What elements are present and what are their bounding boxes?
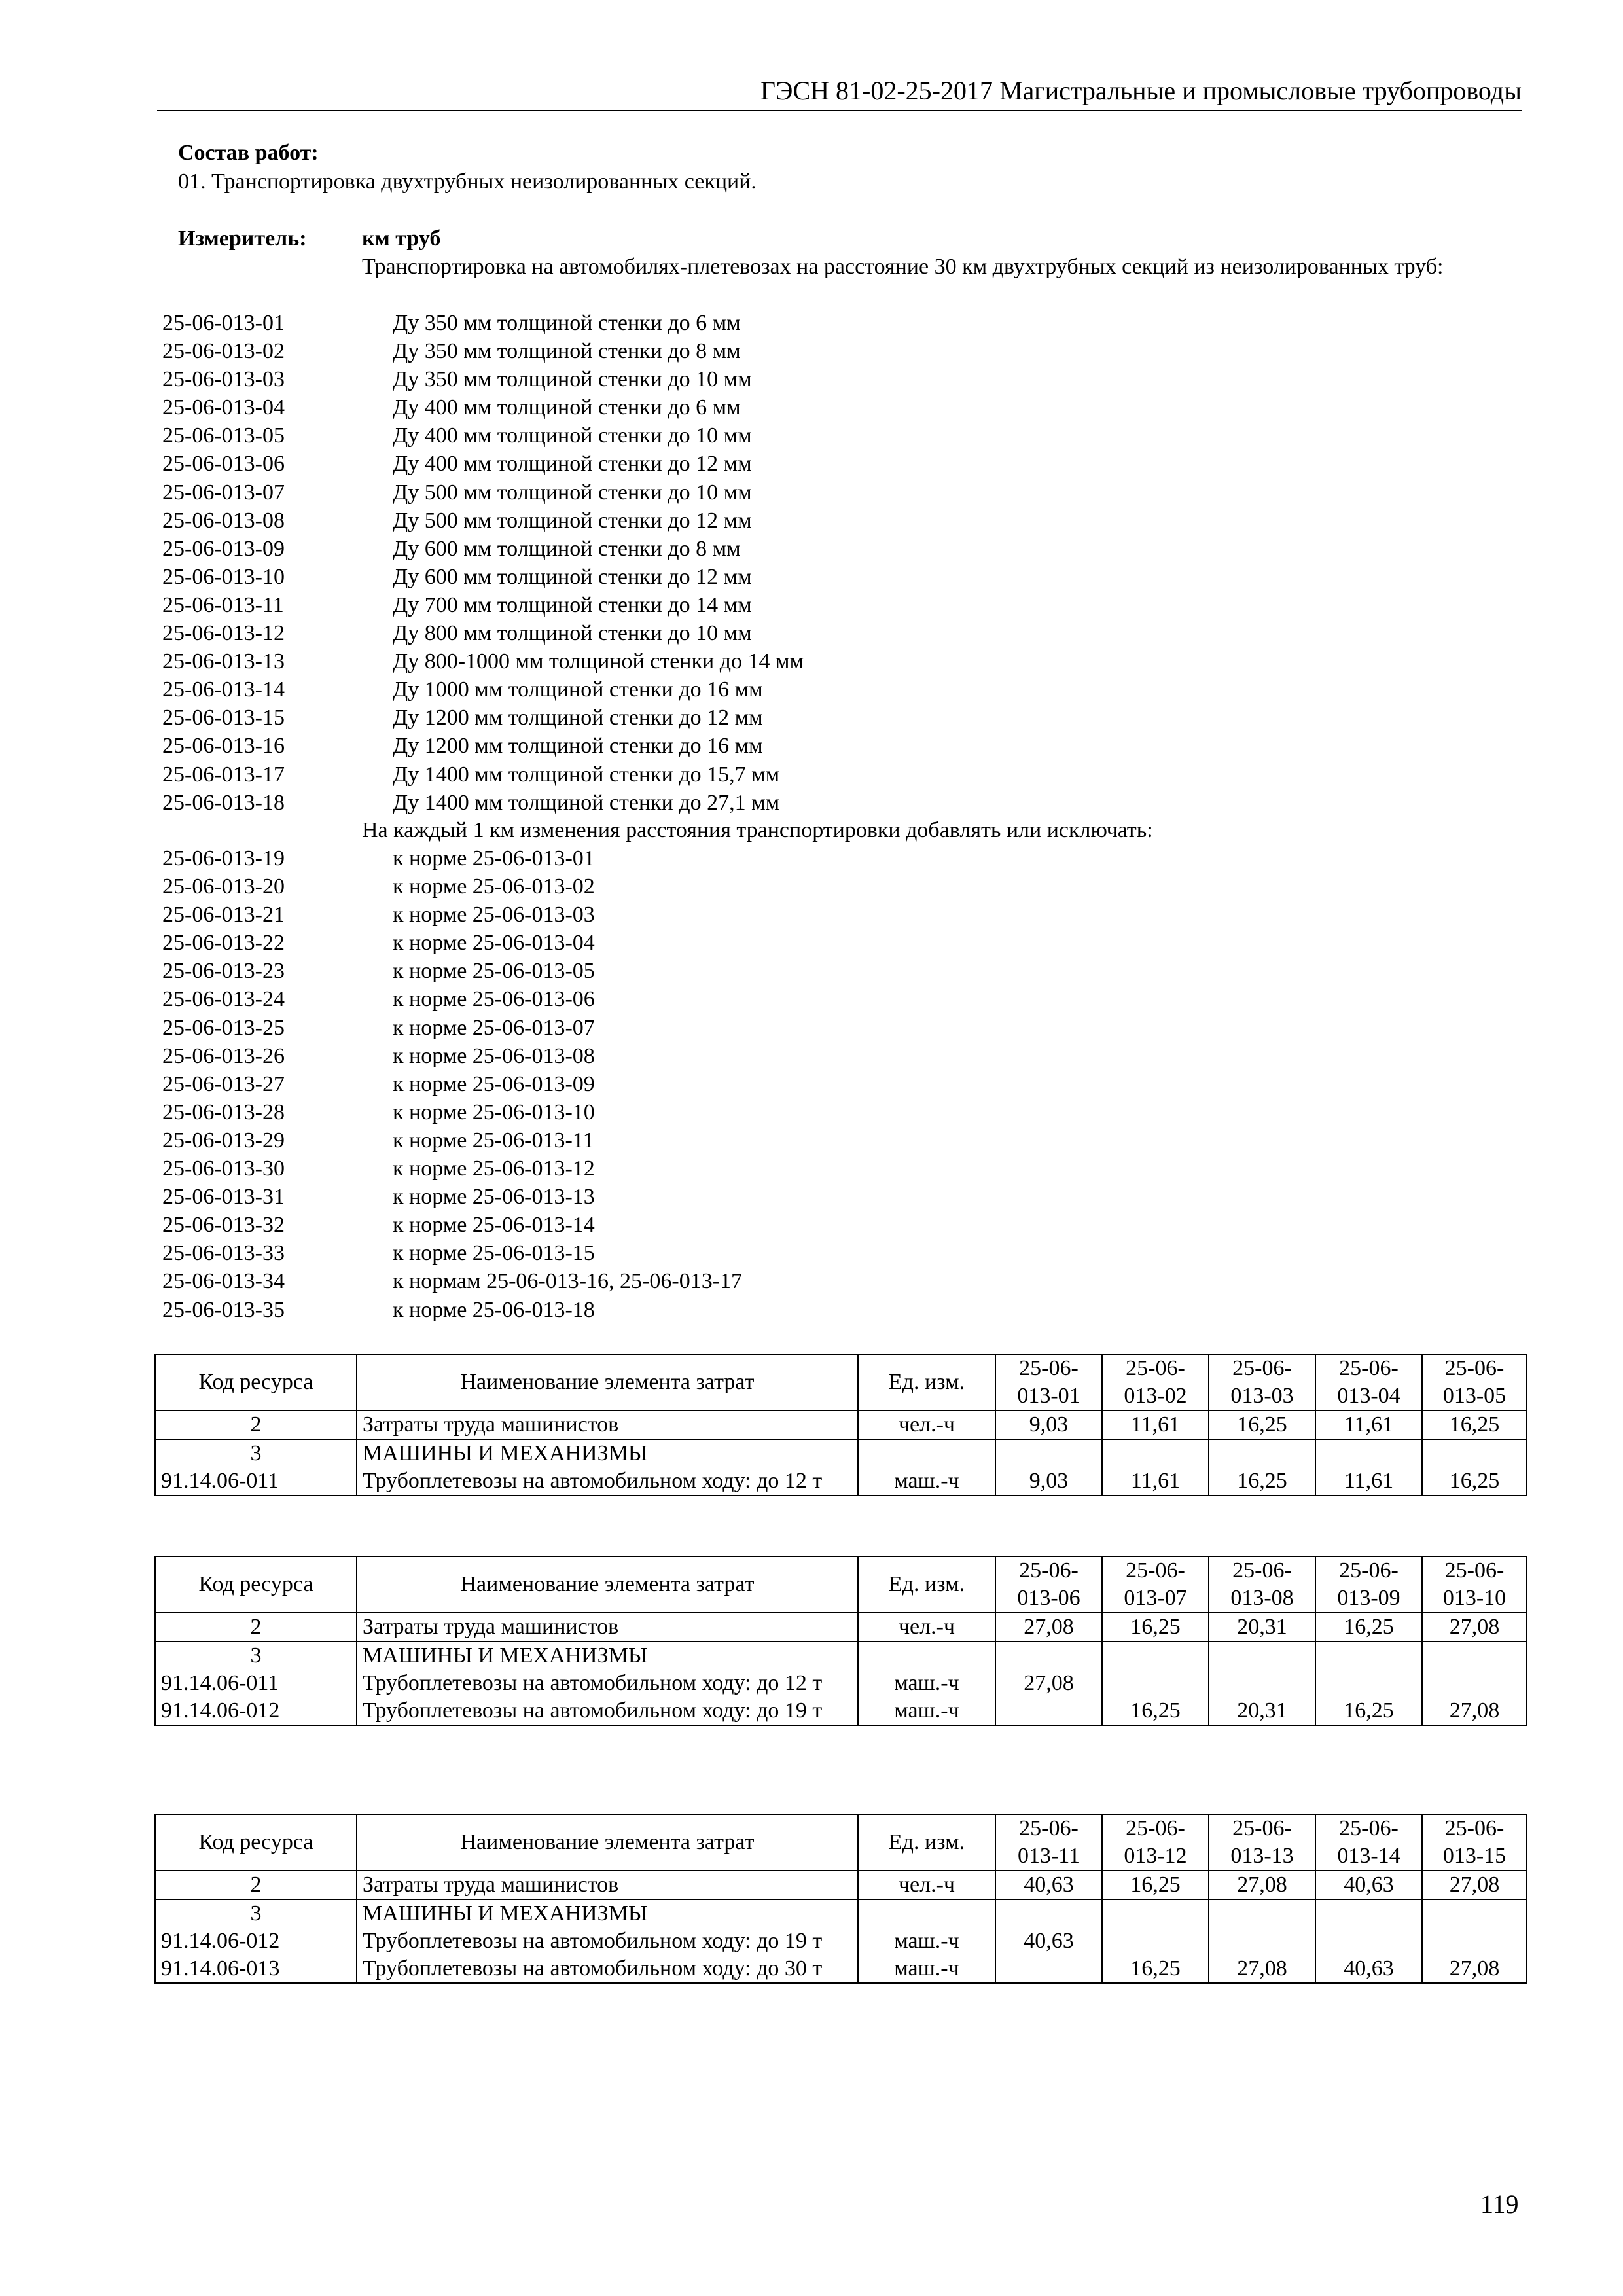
resource-name: Трубоплетевозы на автомобильном ходу: до 19 т — [357, 1697, 858, 1725]
norm-code: 25-06-013-18 — [162, 790, 285, 815]
norm-code: 25-06-013-34 — [162, 1269, 285, 1294]
header-norm-code-part: 25-06- — [1444, 1558, 1505, 1583]
resource-name: Затраты труда машинистов — [357, 1410, 858, 1439]
resource-value: 40,63 — [1315, 1871, 1422, 1899]
norm-description: к норме 25-06-013-12 — [393, 1157, 595, 1181]
norm-row — [162, 844, 742, 872]
norm-code: 25-06-013-29 — [162, 1128, 285, 1153]
resource-value: 27,08 — [1209, 1955, 1315, 1983]
header-code: Код ресурса — [155, 1556, 357, 1613]
header-name: Наименование элемента затрат — [357, 1354, 858, 1410]
norm-code: 25-06-013-24 — [162, 987, 285, 1012]
norm-code: 25-06-013-26 — [162, 1043, 285, 1068]
resource-value — [1209, 1928, 1315, 1955]
header-norm-code-part: 013-03 — [1230, 1384, 1294, 1408]
resource-value: 40,63 — [995, 1871, 1102, 1899]
norm-description: Ду 800 мм толщиной стенки до 10 мм — [393, 621, 752, 646]
header-code: Код ресурса — [155, 1814, 357, 1871]
norm-row — [162, 1098, 742, 1126]
machine-row — [155, 1670, 1527, 1697]
resource-unit: чел.-ч — [858, 1871, 995, 1899]
norm-description: Ду 400 мм толщиной стенки до 6 мм — [393, 395, 741, 420]
empty-cell — [995, 1641, 1102, 1670]
header-norm-code-part: 25-06- — [1232, 1356, 1292, 1380]
resource-value — [995, 1697, 1102, 1725]
header-norm-code-part: 013-04 — [1337, 1384, 1400, 1408]
norm-description: к норме 25-06-013-05 — [393, 959, 595, 984]
machine-row — [155, 1928, 1527, 1955]
norm-description: к норме 25-06-013-07 — [393, 1015, 595, 1040]
norm-row — [162, 365, 804, 393]
section-row — [155, 1641, 1527, 1670]
meter-unit: км труб — [362, 226, 441, 251]
resource-code: 91.14.06-012 — [155, 1697, 357, 1725]
norm-row — [162, 478, 804, 507]
header-norm-code — [1102, 1354, 1209, 1410]
empty-cell — [1422, 1899, 1527, 1928]
empty-cell — [858, 1899, 995, 1928]
norm-code: 25-06-013-27 — [162, 1071, 285, 1096]
header-norm-code-part: 013-09 — [1337, 1586, 1400, 1610]
header-norm-code — [1102, 1556, 1209, 1613]
norm-row — [162, 675, 804, 704]
resource-name: Трубоплетевозы на автомобильном ходу: до 30 т — [357, 1955, 858, 1983]
table-header-row — [155, 1814, 1527, 1871]
header-norm-code-part: 013-12 — [1124, 1844, 1187, 1868]
norm-row — [162, 1267, 742, 1295]
labor-row — [155, 1410, 1527, 1439]
norm-description: Ду 1200 мм толщиной стенки до 12 мм — [393, 706, 763, 730]
norm-row — [162, 1155, 742, 1183]
header-norm-code — [1422, 1354, 1527, 1410]
empty-cell — [1209, 1439, 1315, 1467]
resource-value: 16,25 — [1209, 1410, 1315, 1439]
resource-value — [1315, 1928, 1422, 1955]
norm-code: 25-06-013-09 — [162, 536, 285, 561]
norm-row — [162, 535, 804, 563]
resource-code: 91.14.06-012 — [155, 1928, 357, 1955]
norm-description: к норме 25-06-013-11 — [393, 1128, 594, 1153]
header-code: Код ресурса — [155, 1354, 357, 1410]
section-code: 3 — [155, 1439, 357, 1467]
resource-value: 27,08 — [995, 1670, 1102, 1697]
norm-description: Ду 600 мм толщиной стенки до 8 мм — [393, 536, 741, 561]
header-unit: Ед. изм. — [858, 1556, 995, 1613]
labor-row — [155, 1613, 1527, 1641]
norm-description: к нормам 25-06-013-16, 25-06-013-17 — [393, 1269, 743, 1294]
norm-description: Ду 400 мм толщиной стенки до 10 мм — [393, 423, 752, 448]
norm-row — [162, 789, 804, 817]
norm-code: 25-06-013-06 — [162, 452, 285, 476]
norm-code: 25-06-013-16 — [162, 734, 285, 759]
resource-unit: маш.-ч — [858, 1928, 995, 1955]
header-norm-code — [995, 1814, 1102, 1871]
header-norm-code-part: 013-11 — [1017, 1844, 1080, 1868]
resource-table — [154, 1354, 1527, 1496]
empty-cell — [1209, 1641, 1315, 1670]
norm-code: 25-06-013-35 — [162, 1297, 285, 1322]
norm-code: 25-06-013-13 — [162, 649, 285, 674]
resource-name: Затраты труда машинистов — [357, 1613, 858, 1641]
resource-unit: маш.-ч — [858, 1697, 995, 1725]
section-code: 3 — [155, 1641, 357, 1670]
resource-unit: чел.-ч — [858, 1613, 995, 1641]
page-number: 119 — [1480, 2189, 1519, 2219]
norm-list-extra — [162, 844, 742, 1324]
header-norm-code-part: 013-01 — [1017, 1384, 1080, 1408]
resource-unit: чел.-ч — [858, 1410, 995, 1439]
header-norm-code-part: 013-10 — [1442, 1586, 1507, 1610]
header-norm-code-part: 25-06- — [1019, 1356, 1079, 1380]
norm-description: Ду 1000 мм толщиной стенки до 16 мм — [393, 677, 763, 702]
norm-code: 25-06-013-32 — [162, 1213, 285, 1238]
header-norm-code — [1315, 1814, 1422, 1871]
norm-row — [162, 507, 804, 535]
norm-code: 25-06-013-31 — [162, 1185, 285, 1210]
resource-value: 20,31 — [1209, 1697, 1315, 1725]
norm-row — [162, 761, 804, 789]
resource-value: 16,25 — [1315, 1613, 1422, 1641]
resource-table — [154, 1556, 1527, 1726]
header-norm-code — [1315, 1556, 1422, 1613]
norm-row — [162, 1296, 742, 1324]
norm-code: 25-06-013-19 — [162, 846, 285, 870]
norm-description: Ду 600 мм толщиной стенки до 12 мм — [393, 564, 752, 589]
header-norm-code-part: 25-06- — [1339, 1356, 1399, 1380]
header-norm-code-part: 25-06- — [1126, 1558, 1185, 1583]
norm-code: 25-06-013-23 — [162, 959, 285, 984]
section-row — [155, 1439, 1527, 1467]
header-unit: Ед. изм. — [858, 1354, 995, 1410]
empty-cell — [1102, 1641, 1209, 1670]
resource-value — [1102, 1670, 1209, 1697]
resource-code: 2 — [155, 1613, 357, 1641]
header-norm-code — [1315, 1354, 1422, 1410]
header-norm-code-part: 25-06- — [1019, 1816, 1079, 1840]
resource-value — [1102, 1928, 1209, 1955]
norm-row — [162, 563, 804, 591]
header-norm-code-part: 013-15 — [1442, 1844, 1507, 1868]
norm-row — [162, 985, 742, 1013]
norm-description: Ду 500 мм толщиной стенки до 10 мм — [393, 480, 752, 505]
empty-cell — [1422, 1641, 1527, 1670]
resource-code: 91.14.06-013 — [155, 1955, 357, 1983]
resource-value — [1422, 1928, 1527, 1955]
norm-code: 25-06-013-22 — [162, 931, 285, 956]
header-norm-code-part: 25-06- — [1019, 1558, 1079, 1583]
norm-row — [162, 1014, 742, 1042]
header-norm-code-part: 25-06- — [1339, 1816, 1399, 1840]
header-unit: Ед. изм. — [858, 1814, 995, 1871]
resource-code: 2 — [155, 1871, 357, 1899]
resource-table — [154, 1814, 1527, 1984]
norm-row — [162, 1183, 742, 1211]
empty-cell — [1315, 1641, 1422, 1670]
resource-value: 16,25 — [1102, 1613, 1209, 1641]
norm-description: к норме 25-06-013-06 — [393, 987, 595, 1012]
resource-value: 16,25 — [1209, 1467, 1315, 1496]
empty-cell — [995, 1899, 1102, 1928]
norm-description: к норме 25-06-013-02 — [393, 874, 595, 899]
norm-code: 25-06-013-04 — [162, 395, 285, 420]
empty-cell — [1209, 1899, 1315, 1928]
header-norm-code-part: 013-08 — [1230, 1586, 1294, 1610]
resource-unit: маш.-ч — [858, 1955, 995, 1983]
norm-list-main — [162, 309, 804, 817]
norm-description: к норме 25-06-013-09 — [393, 1071, 595, 1096]
header-norm-code-part: 013-14 — [1337, 1844, 1400, 1868]
norm-description: к норме 25-06-013-18 — [393, 1297, 595, 1322]
norm-code: 25-06-013-02 — [162, 339, 285, 364]
distance-note: На каждый 1 км изменения расстояния транспортировки добавлять или исключать: — [362, 818, 1153, 842]
resource-value: 16,25 — [1422, 1467, 1527, 1496]
resource-value — [1315, 1670, 1422, 1697]
resource-value — [995, 1955, 1102, 1983]
norm-row — [162, 393, 804, 422]
norm-row — [162, 450, 804, 478]
norm-code: 25-06-013-20 — [162, 874, 285, 899]
header-norm-code-part: 25-06- — [1444, 1356, 1505, 1380]
norm-description: Ду 1200 мм толщиной стенки до 16 мм — [393, 734, 763, 759]
norm-row — [162, 704, 804, 732]
norm-code: 25-06-013-10 — [162, 564, 285, 589]
empty-cell — [1315, 1439, 1422, 1467]
empty-cell — [1102, 1899, 1209, 1928]
empty-cell — [1102, 1439, 1209, 1467]
norm-code: 25-06-013-30 — [162, 1157, 285, 1181]
machine-row — [155, 1955, 1527, 1983]
norm-description: Ду 350 мм толщиной стенки до 10 мм — [393, 367, 752, 392]
header-norm-code-part: 013-07 — [1124, 1586, 1187, 1610]
norm-description: Ду 1400 мм толщиной стенки до 27,1 мм — [393, 790, 780, 815]
table-header-row — [155, 1556, 1527, 1613]
header-norm-code-part: 25-06- — [1339, 1558, 1399, 1583]
resource-value: 27,08 — [1209, 1871, 1315, 1899]
running-header: ГЭСН 81-02-25-2017 Магистральные и промысловые трубопроводы — [157, 73, 1522, 111]
norm-description: к норме 25-06-013-08 — [393, 1043, 595, 1068]
norm-description: к норме 25-06-013-10 — [393, 1100, 595, 1124]
empty-cell — [1422, 1439, 1527, 1467]
norm-code: 25-06-013-08 — [162, 508, 285, 533]
norm-row — [162, 1042, 742, 1070]
norm-row — [162, 1070, 742, 1098]
norm-code: 25-06-013-25 — [162, 1015, 285, 1040]
resource-value: 9,03 — [995, 1467, 1102, 1496]
section-title: МАШИНЫ И МЕХАНИЗМЫ — [357, 1641, 858, 1670]
resource-value: 27,08 — [995, 1613, 1102, 1641]
resource-value: 27,08 — [1422, 1697, 1527, 1725]
section-title: МАШИНЫ И МЕХАНИЗМЫ — [357, 1899, 858, 1928]
resource-unit: маш.-ч — [858, 1467, 995, 1496]
norm-row — [162, 647, 804, 675]
header-norm-code-part: 25-06- — [1232, 1558, 1292, 1583]
work-item: 01. Транспортировка двухтрубных неизолированных секций. — [178, 170, 757, 194]
norm-code: 25-06-013-14 — [162, 677, 285, 702]
header-norm-code-part: 013-06 — [1017, 1586, 1080, 1610]
resource-value: 40,63 — [1315, 1955, 1422, 1983]
norm-row — [162, 1126, 742, 1155]
resource-value: 11,61 — [1102, 1410, 1209, 1439]
resource-value: 27,08 — [1422, 1955, 1527, 1983]
header-norm-code — [995, 1556, 1102, 1613]
norm-description: к норме 25-06-013-04 — [393, 931, 595, 956]
header-norm-code-part: 25-06- — [1126, 1356, 1185, 1380]
resource-value — [1209, 1670, 1315, 1697]
resource-value: 9,03 — [995, 1410, 1102, 1439]
section-title: МАШИНЫ И МЕХАНИЗМЫ — [357, 1439, 858, 1467]
header-norm-code — [1102, 1814, 1209, 1871]
table-header-row — [155, 1354, 1527, 1410]
norm-row — [162, 337, 804, 365]
norm-description: к норме 25-06-013-03 — [393, 903, 595, 927]
norm-row — [162, 591, 804, 619]
resource-value: 40,63 — [995, 1928, 1102, 1955]
norm-code: 25-06-013-01 — [162, 311, 285, 335]
norm-description: Ду 800-1000 мм толщиной стенки до 14 мм — [393, 649, 804, 674]
norm-row — [162, 309, 804, 337]
header-norm-code-part: 013-02 — [1124, 1384, 1187, 1408]
norm-code: 25-06-013-33 — [162, 1241, 285, 1266]
norm-description: Ду 700 мм толщиной стенки до 14 мм — [393, 592, 752, 617]
resource-name: Затраты труда машинистов — [357, 1871, 858, 1899]
meter-label: Измеритель: — [178, 226, 307, 251]
machine-row — [155, 1467, 1527, 1496]
resource-value: 16,25 — [1102, 1871, 1209, 1899]
empty-cell — [858, 1641, 995, 1670]
norm-code: 25-06-013-21 — [162, 903, 285, 927]
norm-row — [162, 619, 804, 647]
section-code: 3 — [155, 1899, 357, 1928]
header-norm-code-part: 25-06- — [1232, 1816, 1292, 1840]
header-norm-code-part: 013-13 — [1230, 1844, 1294, 1868]
header-norm-code — [1422, 1814, 1527, 1871]
header-norm-code — [1209, 1814, 1315, 1871]
work-composition-label: Состав работ: — [178, 141, 319, 165]
machine-row — [155, 1697, 1527, 1725]
resource-value: 16,25 — [1422, 1410, 1527, 1439]
meter-description: Транспортировка на автомобилях-плетевозах на расстояние 30 км двухтрубных секций из неизолированных труб: — [362, 255, 1444, 279]
norm-description: Ду 1400 мм толщиной стенки до 15,7 мм — [393, 762, 780, 787]
norm-description: Ду 350 мм толщиной стенки до 6 мм — [393, 311, 741, 335]
norm-row — [162, 929, 742, 957]
norm-row — [162, 732, 804, 760]
labor-row — [155, 1871, 1527, 1899]
norm-code: 25-06-013-03 — [162, 367, 285, 392]
empty-cell — [995, 1439, 1102, 1467]
header-norm-code — [995, 1354, 1102, 1410]
resource-name: Трубоплетевозы на автомобильном ходу: до 12 т — [357, 1467, 858, 1496]
norm-description: к норме 25-06-013-14 — [393, 1213, 595, 1238]
resource-unit: маш.-ч — [858, 1670, 995, 1697]
norm-row — [162, 872, 742, 901]
resource-value — [1422, 1670, 1527, 1697]
norm-code: 25-06-013-28 — [162, 1100, 285, 1124]
norm-row — [162, 422, 804, 450]
header-name: Наименование элемента затрат — [357, 1814, 858, 1871]
norm-code: 25-06-013-11 — [162, 592, 284, 617]
header-norm-code-part: 013-05 — [1442, 1384, 1507, 1408]
norm-description: к норме 25-06-013-13 — [393, 1185, 595, 1210]
norm-code: 25-06-013-17 — [162, 762, 285, 787]
section-row — [155, 1899, 1527, 1928]
norm-code: 25-06-013-05 — [162, 423, 285, 448]
resource-name: Трубоплетевозы на автомобильном ходу: до 19 т — [357, 1928, 858, 1955]
norm-row — [162, 901, 742, 929]
header-norm-code — [1209, 1556, 1315, 1613]
empty-cell — [1315, 1899, 1422, 1928]
resource-value: 27,08 — [1422, 1871, 1527, 1899]
resource-value: 16,25 — [1102, 1697, 1209, 1725]
norm-description: к норме 25-06-013-01 — [393, 846, 595, 870]
header-norm-code — [1422, 1556, 1527, 1613]
resource-code: 2 — [155, 1410, 357, 1439]
resource-value: 11,61 — [1315, 1467, 1422, 1496]
header-name: Наименование элемента затрат — [357, 1556, 858, 1613]
resource-value: 27,08 — [1422, 1613, 1527, 1641]
header-norm-code — [1209, 1354, 1315, 1410]
resource-value: 11,61 — [1102, 1467, 1209, 1496]
norm-code: 25-06-013-15 — [162, 706, 285, 730]
norm-description: Ду 350 мм толщиной стенки до 8 мм — [393, 339, 741, 364]
resource-code: 91.14.06-011 — [155, 1670, 357, 1697]
resource-value: 16,25 — [1102, 1955, 1209, 1983]
norm-row — [162, 1211, 742, 1239]
resource-name: Трубоплетевозы на автомобильном ходу: до 12 т — [357, 1670, 858, 1697]
resource-value: 20,31 — [1209, 1613, 1315, 1641]
empty-cell — [858, 1439, 995, 1467]
resource-code: 91.14.06-011 — [155, 1467, 357, 1496]
norm-description: Ду 400 мм толщиной стенки до 12 мм — [393, 452, 752, 476]
norm-row — [162, 1239, 742, 1267]
resource-value: 16,25 — [1315, 1697, 1422, 1725]
header-norm-code-part: 25-06- — [1444, 1816, 1505, 1840]
norm-description: к норме 25-06-013-15 — [393, 1241, 595, 1266]
norm-code: 25-06-013-07 — [162, 480, 285, 505]
norm-row — [162, 957, 742, 985]
header-norm-code-part: 25-06- — [1126, 1816, 1185, 1840]
norm-code: 25-06-013-12 — [162, 621, 285, 646]
norm-description: Ду 500 мм толщиной стенки до 12 мм — [393, 508, 752, 533]
resource-value: 11,61 — [1315, 1410, 1422, 1439]
